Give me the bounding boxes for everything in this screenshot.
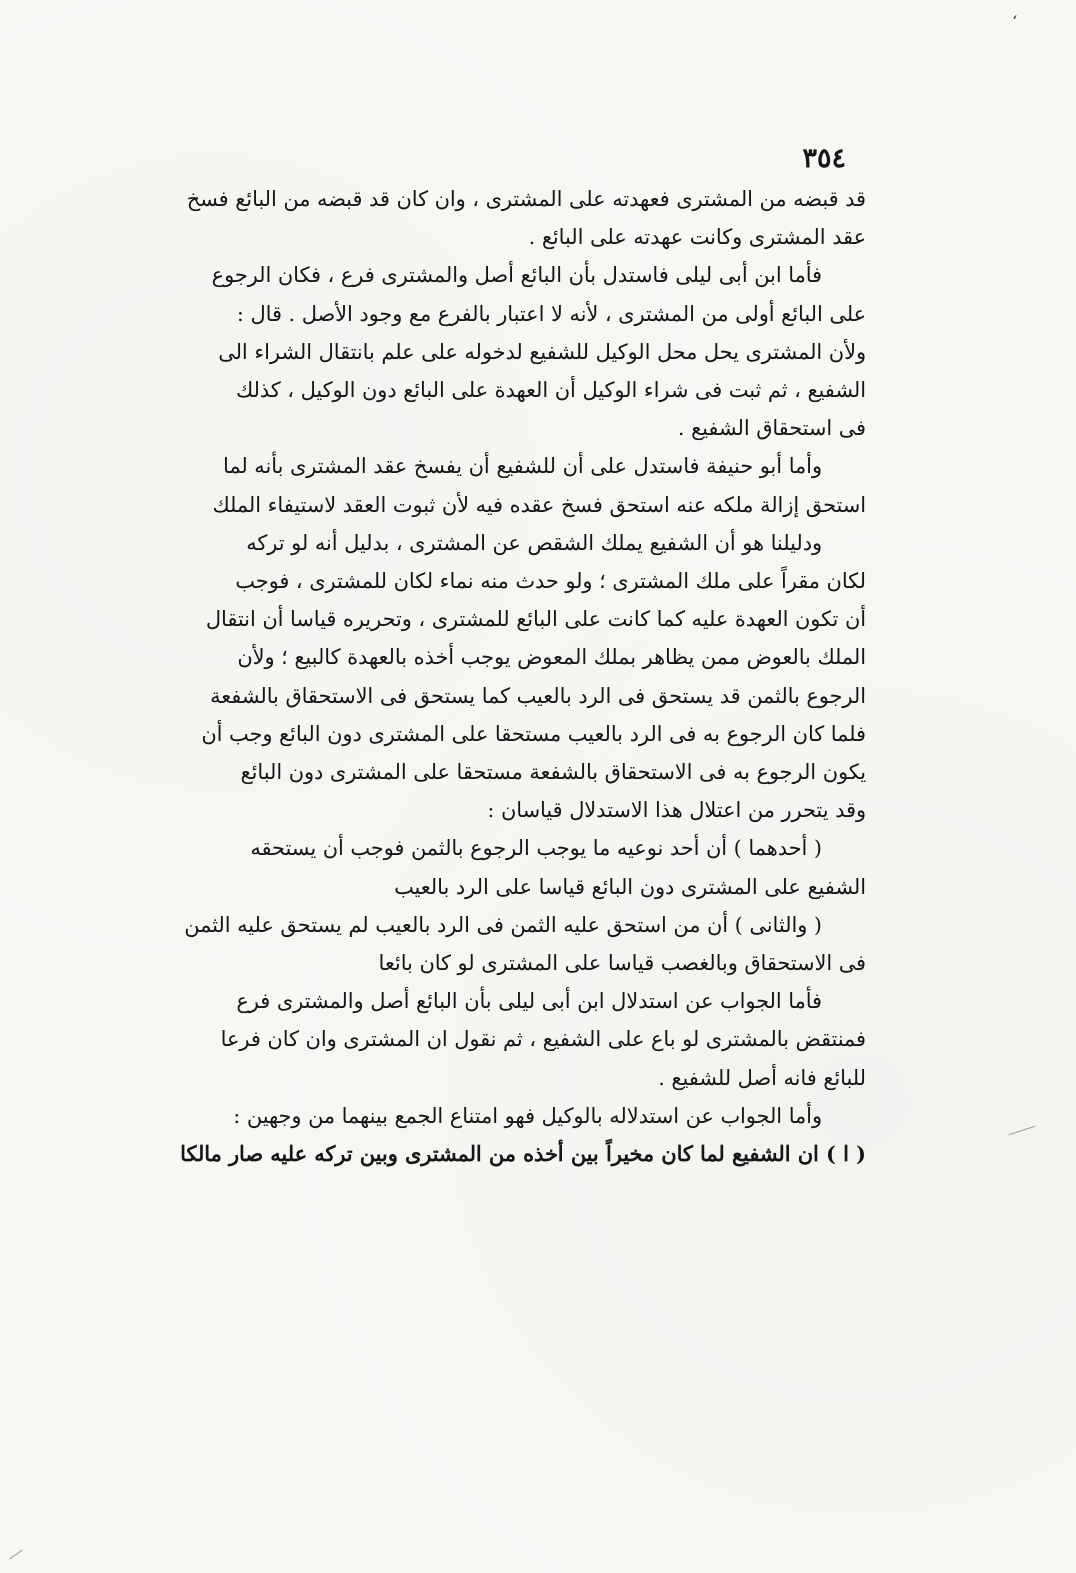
text-line: الملك بالعوض ممن يظاهر بملك المعوض يوجب أخذه بالعهدة كالبيع ؛ ولأن xyxy=(237,645,866,670)
text-line: ودليلنا هو أن الشفيع يملك الشقص عن المشترى ، بدليل أنه لو تركه xyxy=(246,530,822,555)
text-line: فمنتقض بالمشترى لو باع على الشفيع ، ثم نقول ان المشترى وان كان فرعا xyxy=(220,1027,866,1052)
text-line: فى الاستحقاق وبالغصب قياسا على المشترى لو كان بائعا xyxy=(378,951,866,976)
text-line: استحق إزالة ملكه عنه استحق فسخ عقده فيه لأن ثبوت العقد لاستيفاء الملك xyxy=(212,492,866,517)
corner-mark: ، xyxy=(1010,3,1020,24)
text-line: يكون الرجوع به فى الاستحقاق بالشفعة مستحقا على المشترى دون البائع xyxy=(240,760,866,785)
page-number: ٣٥٤ xyxy=(802,143,846,174)
text-line: عقد المشترى وكانت عهدته على البائع . xyxy=(528,225,866,250)
text-line: وقد يتحرر من اعتلال هذا الاستدلال قياسان : xyxy=(487,798,866,823)
text-line: لكان مقراً على ملك المشترى ؛ ولو حدث منه نماء لكان للمشترى ، فوجب xyxy=(235,569,866,594)
text-line: وأما الجواب عن استدلاله بالوكيل فهو امتناع الجمع بينهما من وجهين : xyxy=(233,1103,822,1128)
text-line: أن تكون العهدة عليه كما كانت على البائع للمشترى ، وتحريره قياسا أن انتقال xyxy=(205,607,866,632)
text-line: الشفيع على المشترى دون البائع قياسا على الرد بالعيب xyxy=(394,874,866,899)
text-line: ( ا ) ان الشفيع لما كان مخيراً بين أخذه من المشترى وبين تركه عليه صار مالكا xyxy=(180,1141,866,1167)
text-line: الشفيع ، ثم ثبت فى شراء الوكيل أن العهدة على البائع دون الوكيل ، كذلك xyxy=(236,378,866,403)
margin-mark xyxy=(1009,1126,1036,1136)
text-line: ولأن المشترى يحل محل الوكيل للشفيع لدخوله على علم بانتقال الشراء الى xyxy=(218,339,866,364)
margin-mark xyxy=(9,1550,23,1560)
text-line: ( أحدهما ) أن أحد نوعيه ما يوجب الرجوع بالثمن فوجب أن يستحقه xyxy=(250,836,822,861)
text-line: الرجوع بالثمن قد يستحق فى الرد بالعيب كما يستحق فى الاستحقاق بالشفعة xyxy=(210,683,866,708)
text-line: فأما الجواب عن استدلال ابن أبى ليلى بأن البائع أصل والمشترى فرع xyxy=(236,989,822,1014)
text-line: وأما أبو حنيفة فاستدل على أن للشفيع أن يفسخ عقد المشترى بأنه لما xyxy=(223,454,822,479)
text-line: على البائع أولى من المشترى ، لأنه لا اعتبار بالفرع مع وجود الأصل . قال : xyxy=(236,301,866,326)
text-line: قد قبضه من المشترى فعهدته على المشترى ، وان كان قد قبضه من البائع فسخ xyxy=(186,187,866,211)
text-line: فأما ابن أبى ليلى فاستدل بأن البائع أصل والمشترى فرع ، فكان الرجوع xyxy=(211,263,822,288)
text-line: ( والثانى ) أن من استحق عليه الثمن فى الرد بالعيب لم يستحق عليه الثمن xyxy=(184,912,822,937)
body-text xyxy=(158,180,866,1173)
text-line: فلما كان الرجوع به فى الرد بالعيب مستحقا على المشترى دون البائع وجب أن xyxy=(201,721,866,746)
text-line: فى استحقاق الشفيع . xyxy=(677,416,866,441)
text-line: للبائع فانه أصل للشفيع . xyxy=(658,1065,866,1090)
